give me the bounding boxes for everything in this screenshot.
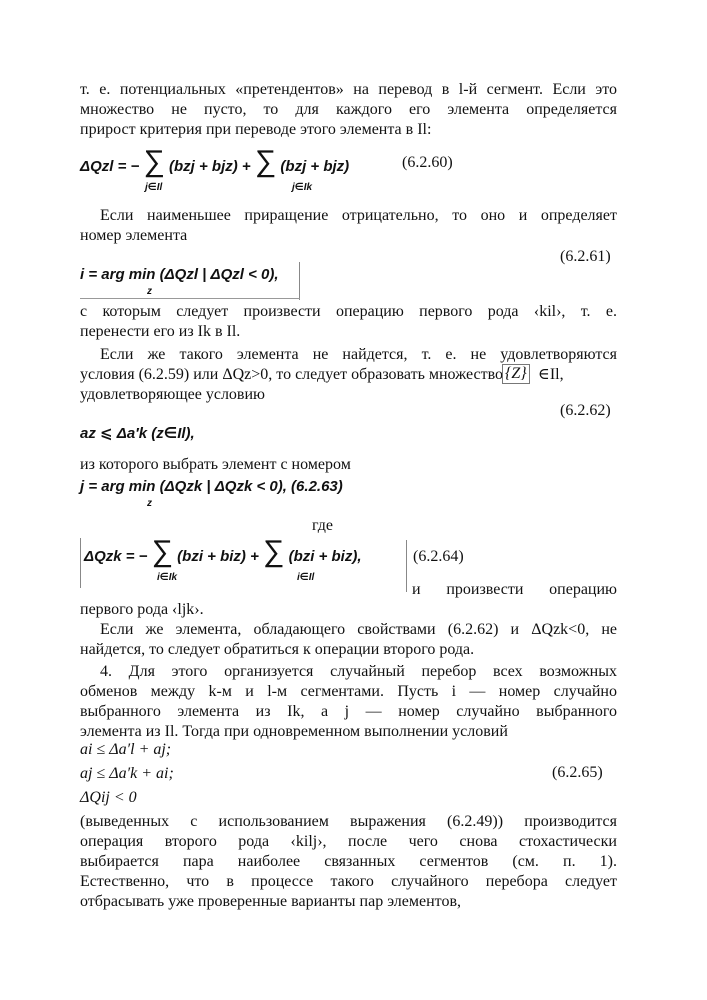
text-line-12: и произвести операцию bbox=[412, 581, 617, 598]
text-line-19: элемента из Il. Тогда при одновременном выполнении условий bbox=[80, 723, 508, 740]
text-line-24: отбрасывать уже проверенные варианты пар элементов, bbox=[80, 893, 461, 910]
formula-6-2-62: az ⩽ Δa′k (z∈Il), bbox=[80, 425, 195, 442]
equation-number: (6.2.62) bbox=[560, 402, 611, 419]
sigma-symbol: ∑ bbox=[151, 535, 173, 568]
condition-3: ΔQij < 0 bbox=[80, 789, 137, 806]
text-line-14: Если же элемента, обладающего свойствами (6.2.62) и ΔQzk<0, не bbox=[100, 621, 617, 638]
text-line-15: найдется, то следует обратиться к операции второго рода. bbox=[80, 641, 475, 658]
text-line-3: прирост критерия при переводе этого элемента в Il: bbox=[80, 121, 432, 138]
text-line-22: выбирается пара наиболее связанных сегментов (см. п. 1). bbox=[80, 853, 617, 870]
formula-term: (bzj + bjz) bbox=[280, 158, 350, 175]
formula-term: (bzj + bjz) + bbox=[169, 158, 251, 175]
formula-lhs: ΔQzl = − bbox=[80, 158, 140, 175]
sum-subscript: j∈Il bbox=[145, 182, 163, 193]
text-gde: где bbox=[312, 517, 334, 534]
argmin-subscript: z bbox=[147, 498, 152, 509]
sigma-symbol: ∑ bbox=[143, 145, 165, 178]
condition-2: aj ≤ Δa′k + ai; bbox=[80, 765, 174, 782]
text-line-21: операция второго рода ‹kilj›, после чего снова стохастически bbox=[80, 833, 617, 850]
equation-number: (6.2.61) bbox=[560, 248, 611, 265]
formula-6-2-64 bbox=[84, 535, 362, 568]
text-line-18: выбранного элемента из Ik, а j — номер случайно выбранного bbox=[80, 703, 617, 720]
equation-number: (6.2.64) bbox=[413, 548, 464, 565]
text-line-8: Если же такого элемента не найдется, т. е. не удовлетворяются bbox=[100, 346, 617, 363]
formula-6-2-63: j = arg min (ΔQzk | ΔQzk < 0), (6.2.63) bbox=[80, 478, 343, 495]
sum-subscript: j∈Ik bbox=[292, 182, 313, 193]
formula-lhs: ΔQzk = − bbox=[84, 548, 148, 565]
text-line-6: с которым следует произвести операцию первого рода ‹kil›, т. е. bbox=[80, 303, 617, 320]
equation-number: (6.2.65) bbox=[552, 764, 603, 781]
text-line-10: удовлетворяющее условию bbox=[80, 386, 265, 403]
text-line-9: условия (6.2.59) или ΔQz>0, то следует образовать множество bbox=[80, 366, 504, 383]
formula-term: (bzi + biz), bbox=[288, 548, 362, 565]
text-line-11: из которого выбрать элемент с номером bbox=[80, 456, 351, 473]
text-line-23: Естественно, что в процессе такого случайного перебора следует bbox=[80, 873, 617, 890]
formula-term: (bzi + biz) + bbox=[177, 548, 259, 565]
sigma-symbol: ∑ bbox=[254, 145, 277, 178]
text-line-5: номер элемента bbox=[80, 227, 188, 244]
text-line-13: первого рода ‹ljk›. bbox=[80, 601, 204, 618]
equation-number: (6.2.60) bbox=[402, 154, 453, 171]
text-line-9b: ∈Il, bbox=[538, 366, 564, 383]
formula-6-2-61: i = arg min (ΔQzl | ΔQzl < 0), bbox=[80, 266, 279, 283]
text-line-17: обменов между k-м и l-м сегментами. Пусть i — номер случайно bbox=[80, 683, 617, 700]
scan-border bbox=[80, 298, 300, 299]
text-line-20: (выведенных с использованием выражения (6.2.49)) производится bbox=[80, 813, 617, 830]
argmin-subscript: z bbox=[147, 286, 152, 297]
formula-6-2-60 bbox=[80, 145, 350, 178]
sum-subscript: i∈Il bbox=[297, 572, 315, 583]
text-line-1: т. е. потенциальных «претендентов» на перевод в l-й сегмент. Если это bbox=[80, 81, 617, 98]
sigma-symbol: ∑ bbox=[263, 535, 285, 568]
set-z-box: {Z} bbox=[502, 364, 530, 384]
scan-border bbox=[299, 262, 300, 300]
scan-border bbox=[80, 538, 81, 588]
condition-1: ai ≤ Δa′l + aj; bbox=[80, 741, 172, 758]
text-line-4: Если наименьшее приращение отрицательно, то оно и определяет bbox=[100, 207, 617, 224]
scan-border bbox=[406, 540, 407, 592]
sum-subscript: i∈Ik bbox=[157, 572, 178, 583]
text-line-2: множество не пусто, то для каждого его элемента определяется bbox=[80, 101, 617, 118]
text-line-16: 4. Для этого организуется случайный перебор всех возможных bbox=[100, 663, 617, 680]
text-line-7: перенести его из Ik в Il. bbox=[80, 323, 241, 340]
